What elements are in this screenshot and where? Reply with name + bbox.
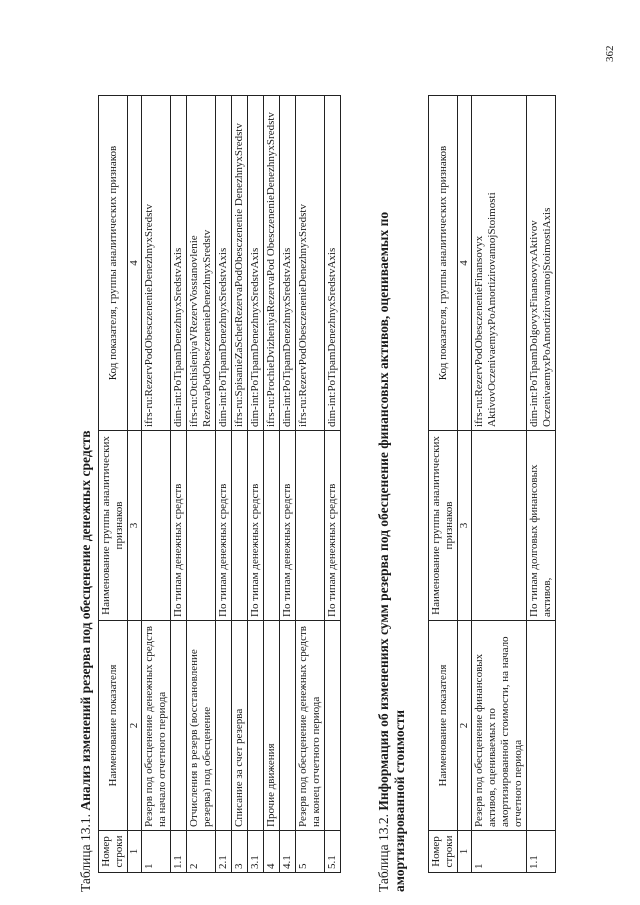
table-2-header-name: Наименование показателя — [429, 621, 458, 831]
row-group: По типам долговых финансовых активов, — [527, 431, 556, 621]
table-1-colnum: 1 — [128, 831, 142, 873]
table-2-header-group: Наименование группы аналитических признаков — [429, 431, 458, 621]
row-group: По типам денежных средств — [248, 431, 264, 621]
table-row — [187, 96, 216, 873]
table-row — [232, 96, 248, 873]
table-1 — [98, 95, 341, 873]
row-code: ifrs-ru:RezervPodObesczenenieDenezhnyxSredstv — [142, 96, 171, 431]
table-2-caption — [376, 132, 408, 892]
table-row — [280, 96, 296, 873]
row-code: ifrs-ru:SpisanieZaSchetRezervaPodObesczenenie DenezhnyxSredstv — [232, 96, 248, 431]
row-number: 3.1 — [248, 831, 264, 873]
table-1-caption-title: Анализ изменений резерва под обесценение денежных средств — [78, 430, 93, 811]
page-number: 362 — [604, 45, 616, 62]
table-2 — [428, 95, 556, 873]
row-group: По типам денежных средств — [171, 431, 187, 621]
row-group — [142, 431, 171, 621]
row-number: 2.1 — [216, 831, 232, 873]
row-code: ifrs-ru:RezervPodObesczenenieDenezhnyxSredstv — [296, 96, 325, 431]
row-group: По типам денежных средств — [325, 431, 341, 621]
table-1-colnum: 4 — [128, 96, 142, 431]
row-number: 1.1 — [171, 831, 187, 873]
row-number: 2 — [187, 831, 216, 873]
row-group: По типам денежных средств — [216, 431, 232, 621]
table-1-header-row — [99, 96, 128, 873]
row-name — [527, 621, 556, 831]
row-code: ifrs-ru:RezervPodObesczenenieFinansovyx AktivovOczenivaemyxPoAmortizirovannojStoimosti — [472, 96, 527, 431]
table-2-colnum: 3 — [458, 431, 472, 621]
row-name — [325, 621, 341, 831]
row-name: Резерв под обесценение денежных средств на конец отчетного периода — [296, 621, 325, 831]
row-group — [296, 431, 325, 621]
table-row — [216, 96, 232, 873]
table-2-header-row — [429, 96, 458, 873]
table-row — [296, 96, 325, 873]
row-name: Списание за счет резерва — [232, 621, 248, 831]
row-number: 5 — [296, 831, 325, 873]
table-1-header-name: Наименование показателя — [99, 621, 128, 831]
table-1-caption — [78, 102, 94, 892]
table-2-caption-title: Информация об изменениях сумм резерва под обесценение финансовых активов, оцениваемых по амортизированной стоимости — [376, 211, 407, 892]
row-code: dim-int:PoTipamDenezhnyxSredstvAxis — [171, 96, 187, 431]
table-2-caption-lead: Таблица 13.2. — [376, 814, 391, 892]
row-code: ifrs-ru:OtchisleniyaVRezervVosstanovlenie RezervaPodObesczenenieDenezhnyxSredstv — [187, 96, 216, 431]
row-number: 1 — [142, 831, 171, 873]
row-code: dim-int:PoTipamDolgovyxFinansovyxAktivov OczenivaemyxPoAmortizirovannojStoimostiAxis — [527, 96, 556, 431]
table-1-header-number: Номер строки — [99, 831, 128, 873]
table-2-header-number: Номер строки — [429, 831, 458, 873]
row-code: dim-int:PoTipamDenezhnyxSredstvAxis — [325, 96, 341, 431]
table-1-caption-lead: Таблица 13.1. — [78, 814, 93, 892]
row-name: Прочие движения — [264, 621, 280, 831]
table-row — [264, 96, 280, 873]
row-group — [264, 431, 280, 621]
table-2-colnum: 4 — [458, 96, 472, 431]
table-row — [472, 96, 527, 873]
row-group: По типам денежных средств — [280, 431, 296, 621]
row-name: Отчисления в резерв (восстановление резерва) под обесценение — [187, 621, 216, 831]
table-1-colnum: 2 — [128, 621, 142, 831]
table-row — [142, 96, 171, 873]
table-1-header-group: Наименование группы аналитических признаков — [99, 431, 128, 621]
table-row — [248, 96, 264, 873]
row-code: dim-int:PoTipamDenezhnyxSredstvAxis — [216, 96, 232, 431]
row-number: 4 — [264, 831, 280, 873]
row-group — [232, 431, 248, 621]
table-1-colnum: 3 — [128, 431, 142, 621]
table-1-header-code: Код показателя, группы аналитических признаков — [99, 96, 128, 431]
table-2-column-numbers — [458, 96, 472, 873]
table-2-colnum: 1 — [458, 831, 472, 873]
row-code: ifrs-ru:ProchieDvizheniyaRezervaPod ObesczenenieDenezhnyxSredstv — [264, 96, 280, 431]
table-row — [527, 96, 556, 873]
row-name — [248, 621, 264, 831]
table-1-column-numbers — [128, 96, 142, 873]
row-code: dim-int:PoTipamDenezhnyxSredstvAxis — [248, 96, 264, 431]
row-group — [472, 431, 527, 621]
row-number: 3 — [232, 831, 248, 873]
table-row — [325, 96, 341, 873]
row-number: 1.1 — [527, 831, 556, 873]
table-2-header-code: Код показателя, группы аналитических признаков — [429, 96, 458, 431]
row-group — [187, 431, 216, 621]
row-name — [280, 621, 296, 831]
row-number: 1 — [472, 831, 527, 873]
table-2-colnum: 2 — [458, 621, 472, 831]
rotated-page-content — [70, 100, 610, 900]
row-name — [216, 621, 232, 831]
row-name: Резерв под обесценение денежных средств на начало отчетного периода — [142, 621, 171, 831]
row-name — [171, 621, 187, 831]
row-number: 4.1 — [280, 831, 296, 873]
row-number: 5.1 — [325, 831, 341, 873]
row-name: Резерв под обесценение финансовых активов, оцениваемых по амортизированной стоимости, на начало отчетного периода — [472, 621, 527, 831]
table-row — [171, 96, 187, 873]
row-code: dim-int:PoTipamDenezhnyxSredstvAxis — [280, 96, 296, 431]
